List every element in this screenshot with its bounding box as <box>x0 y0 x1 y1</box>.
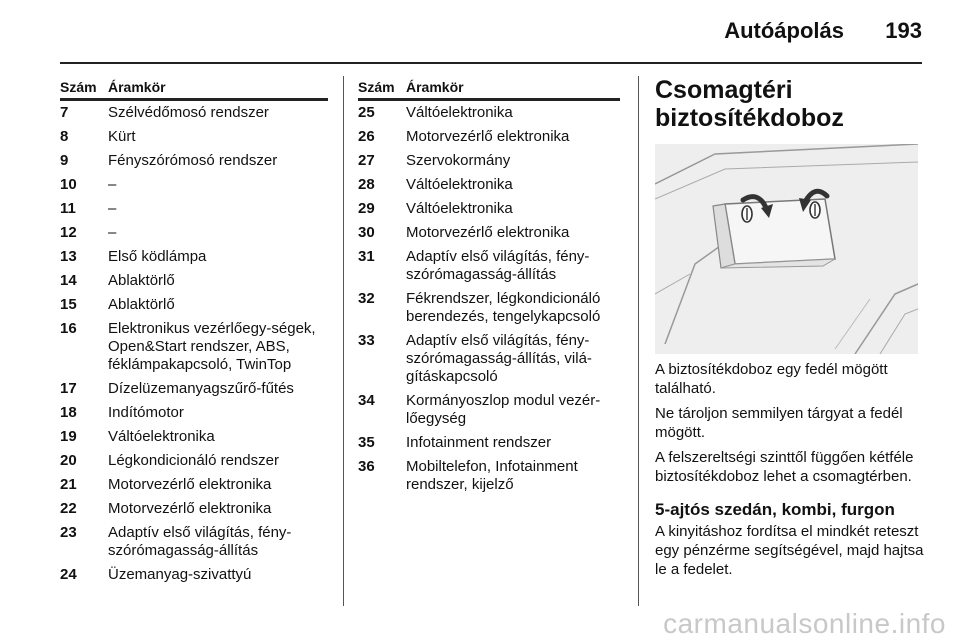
fuse-number: 21 <box>60 476 77 493</box>
table-row <box>60 293 328 317</box>
circuit-description: Indítómotor <box>108 404 184 421</box>
page-number: 193 <box>885 18 922 43</box>
fuse-number: 19 <box>60 428 77 445</box>
circuit-description: Kürt <box>108 128 136 145</box>
fuse-number: 33 <box>358 332 375 349</box>
table-row <box>60 100 328 126</box>
table-row <box>60 197 328 221</box>
circuit-description: Motorvezérlő elektronika <box>108 500 272 517</box>
table-row <box>60 173 328 197</box>
fuse-number: 23 <box>60 524 77 541</box>
column-header-number: Szám <box>60 78 108 100</box>
page-header <box>60 14 922 64</box>
column-header-circuit: Áramkör <box>108 78 328 100</box>
circuit-description: – <box>108 200 117 217</box>
subsection-title: 5-ajtós szedán, kombi, furgon <box>655 500 895 519</box>
column-header-circuit: Áramkör <box>406 78 620 100</box>
fuse-number: 31 <box>358 248 375 265</box>
fuse-table <box>60 78 328 587</box>
fuse-number: 25 <box>358 104 375 121</box>
fuse-number: 26 <box>358 128 375 145</box>
circuit-description: Fényszórómosó rendszer <box>108 152 278 169</box>
fuse-number: 34 <box>358 392 375 409</box>
paragraph-variants: A felszereltségi szinttől függően kétféle biztosítékdoboz lehet a csomagtérben. <box>655 449 914 485</box>
table-row <box>60 425 328 449</box>
circuit-description: Szélvédőmosó rendszer <box>108 104 269 121</box>
circuit-description: Váltóelektronika <box>406 104 513 121</box>
fuse-number: 13 <box>60 248 77 265</box>
circuit-description: Légkondicionáló rendszer <box>108 452 279 469</box>
circuit-description: Mobiltelefon, Infotainment rendszer, kijelző <box>406 458 578 493</box>
circuit-description: Infotainment rendszer <box>406 434 552 451</box>
fuse-number: 16 <box>60 320 77 337</box>
table-row <box>358 455 620 497</box>
table-row <box>60 317 328 377</box>
circuit-description: Ablaktörlő <box>108 296 175 313</box>
circuit-description: Üzemanyag-szivattyú <box>108 566 252 583</box>
paragraph-location: A biztosítékdoboz egy fedél mögött található. <box>655 361 888 397</box>
fuse-number: 8 <box>60 128 69 145</box>
circuit-description: – <box>108 176 117 193</box>
circuit-description: Szervokormány <box>406 152 511 169</box>
column-header-number: Szám <box>358 78 406 100</box>
table-row <box>358 287 620 329</box>
table-row <box>60 449 328 473</box>
fuse-number: 10 <box>60 176 77 193</box>
table-row <box>358 149 620 173</box>
section-title <box>655 76 925 132</box>
table-row <box>358 245 620 287</box>
table-row <box>60 149 328 173</box>
fuse-number: 22 <box>60 500 77 517</box>
fuse-number: 14 <box>60 272 77 289</box>
circuit-description: Motorvezérlő elektronika <box>406 128 570 145</box>
circuit-description: Első ködlámpa <box>108 248 207 265</box>
table-row <box>60 473 328 497</box>
circuit-description: Váltóelektronika <box>406 200 513 217</box>
table-row <box>358 100 620 126</box>
fuse-table-left <box>60 78 328 587</box>
fuse-number: 27 <box>358 152 375 169</box>
table-row <box>358 221 620 245</box>
paragraph-instructions: A kinyitáshoz fordítsa el mindkét reteszt egy pénzérme segítségével, majd hajtsa le a fedelet. <box>655 523 924 578</box>
table-row <box>358 389 620 431</box>
table-row <box>60 497 328 521</box>
table-row <box>358 197 620 221</box>
trunk-fuse-section <box>655 76 925 579</box>
fuse-number: 28 <box>358 176 375 193</box>
circuit-description: Adaptív első világítás, fény-szórómagasság-állítás <box>406 248 590 283</box>
page-title: Autóápolás <box>724 18 844 43</box>
circuit-description: Adaptív első világítás, fény-szórómagasság-állítás <box>108 524 292 559</box>
table-row <box>358 173 620 197</box>
column-divider <box>343 76 344 606</box>
fuse-table <box>358 78 620 497</box>
table-row <box>60 221 328 245</box>
fuse-number: 36 <box>358 458 375 475</box>
fuse-table-right <box>358 78 620 497</box>
table-row <box>358 125 620 149</box>
circuit-description: Adaptív első világítás, fény-szórómagasság-állítás, vilá-gításkapcsoló <box>406 332 592 385</box>
table-row <box>60 125 328 149</box>
column-divider <box>638 76 639 606</box>
circuit-description: Váltóelektronika <box>108 428 215 445</box>
circuit-description: Dízelüzemanyagszűrő-fűtés <box>108 380 294 397</box>
table-row <box>358 431 620 455</box>
fuse-number: 35 <box>358 434 375 451</box>
circuit-description: Elektronikus vezérlőegy-ségek, Open&Start rendszer, ABS, féklámpakapcsoló, TwinTop <box>108 320 316 373</box>
fuse-number: 24 <box>60 566 77 583</box>
table-row <box>60 245 328 269</box>
fuse-number: 17 <box>60 380 77 397</box>
table-row <box>60 563 328 587</box>
paragraph-warning: Ne tároljon semmilyen tárgyat a fedél mögött. <box>655 405 903 441</box>
circuit-description: Kormányoszlop modul vezér-lőegység <box>406 392 601 427</box>
fuse-number: 18 <box>60 404 77 421</box>
fuse-number: 15 <box>60 296 77 313</box>
circuit-description: Motorvezérlő elektronika <box>108 476 272 493</box>
section-title-line2: biztosítékdoboz <box>655 104 844 132</box>
table-row <box>358 329 620 389</box>
fuse-number: 11 <box>60 200 76 217</box>
fuse-number: 20 <box>60 452 77 469</box>
circuit-description: Motorvezérlő elektronika <box>406 224 570 241</box>
section-title-line1: Csomagtéri <box>655 76 793 104</box>
watermark: carmanualsonline.info <box>663 608 946 639</box>
fuse-number: 9 <box>60 152 69 169</box>
fuse-box-illustration <box>655 144 918 354</box>
table-row <box>60 521 328 563</box>
fuse-number: 29 <box>358 200 375 217</box>
circuit-description: Fékrendszer, légkondicionáló berendezés, tengelykapcsoló <box>406 290 601 325</box>
circuit-description: – <box>108 224 117 241</box>
circuit-description: Váltóelektronika <box>406 176 513 193</box>
fuse-number: 7 <box>60 104 69 121</box>
table-row <box>60 401 328 425</box>
fuse-number: 30 <box>358 224 375 241</box>
fuse-number: 12 <box>60 224 77 241</box>
circuit-description: Ablaktörlő <box>108 272 175 289</box>
table-row <box>60 377 328 401</box>
table-row <box>60 269 328 293</box>
fuse-number: 32 <box>358 290 375 307</box>
